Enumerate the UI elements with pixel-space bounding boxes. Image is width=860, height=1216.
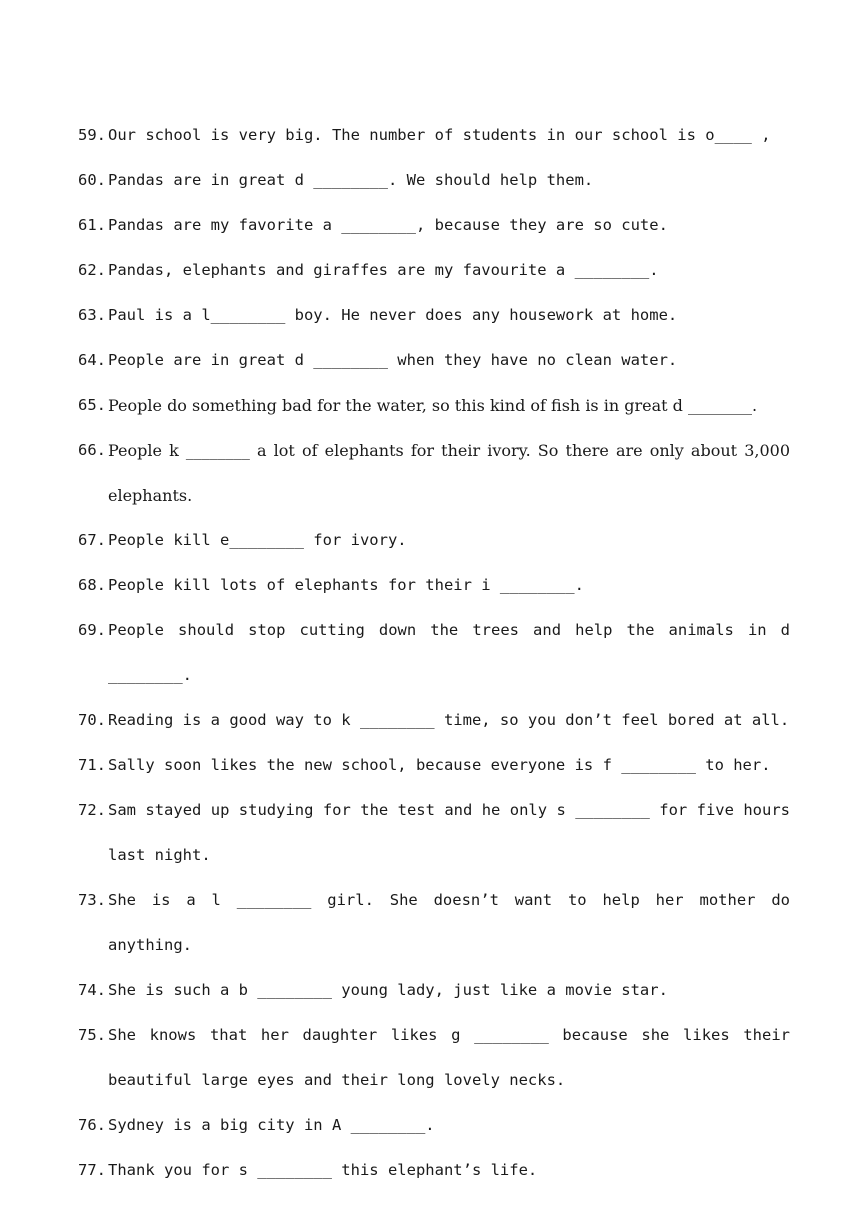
question-item (78, 1103, 790, 1148)
question-text: She is such a b ________ young lady, just like a movie star. (108, 981, 668, 999)
question-text: Thank you for s ________ this elephant’s life. (108, 1161, 538, 1179)
question-item (78, 698, 790, 743)
question-item (78, 293, 790, 338)
question-text: Pandas are in great d ________. We should help them. (108, 171, 594, 189)
question-text: She knows that her daughter likes g ________ because she likes their beautiful large eyes and their long lovely necks. (108, 1026, 790, 1089)
question-number: 69. (78, 621, 106, 639)
question-number: 70. (78, 711, 106, 729)
question-number: 61. (78, 216, 106, 234)
question-item (78, 383, 790, 428)
question-item (78, 113, 790, 158)
question-text: People k ________ a lot of elephants for their ivory. So there are only about 3,000 elephants. (108, 441, 790, 505)
question-number: 63. (78, 306, 106, 324)
question-text: She is a l ________ girl. She doesn’t want to help her mother do anything. (108, 891, 790, 954)
question-text: People kill lots of elephants for their i ________. (108, 576, 584, 594)
question-number: 71. (78, 756, 106, 774)
question-item (78, 878, 790, 968)
question-item (78, 788, 790, 878)
question-number: 62. (78, 261, 106, 279)
question-item (78, 608, 790, 698)
question-item (78, 158, 790, 203)
question-number: 76. (78, 1116, 106, 1134)
question-item (78, 518, 790, 563)
question-number: 75. (78, 1026, 106, 1044)
question-item (78, 203, 790, 248)
question-text: People should stop cutting down the trees and help the animals in d ________. (108, 621, 790, 684)
question-number: 74. (78, 981, 106, 999)
question-text: Our school is very big. The number of students in our school is o____ , (108, 126, 771, 144)
question-number: 72. (78, 801, 106, 819)
question-text: Pandas are my favorite a ________, because they are so cute. (108, 216, 668, 234)
question-number: 60. (78, 171, 106, 189)
question-text: Paul is a l________ boy. He never does any housework at home. (108, 306, 678, 324)
question-text: Sam stayed up studying for the test and he only s ________ for five hours last night. (108, 801, 790, 864)
question-item (78, 1148, 790, 1193)
question-item (78, 743, 790, 788)
question-number: 65. (78, 396, 106, 414)
question-item (78, 248, 790, 293)
question-number: 67. (78, 531, 106, 549)
question-text: Pandas, elephants and giraffes are my favourite a ________. (108, 261, 659, 279)
question-text: People are in great d ________ when they have no clean water. (108, 351, 678, 369)
question-number: 68. (78, 576, 106, 594)
question-number: 73. (78, 891, 106, 909)
question-number: 59. (78, 126, 106, 144)
question-text: Reading is a good way to k ________ time, so you don’t feel bored at all. (108, 711, 790, 729)
question-number: 66. (78, 441, 106, 459)
question-text: Sally soon likes the new school, because everyone is f ________ to her. (108, 756, 771, 774)
question-item (78, 968, 790, 1013)
question-item (78, 563, 790, 608)
question-item (78, 338, 790, 383)
question-number: 77. (78, 1161, 106, 1179)
question-text: People do something bad for the water, so this kind of fish is in great d ________. (108, 396, 758, 415)
question-text: People kill e________ for ivory. (108, 531, 407, 549)
question-item (78, 428, 790, 518)
question-item (78, 1013, 790, 1103)
question-number: 64. (78, 351, 106, 369)
question-list (78, 113, 790, 1193)
question-text: Sydney is a big city in A ________. (108, 1116, 435, 1134)
